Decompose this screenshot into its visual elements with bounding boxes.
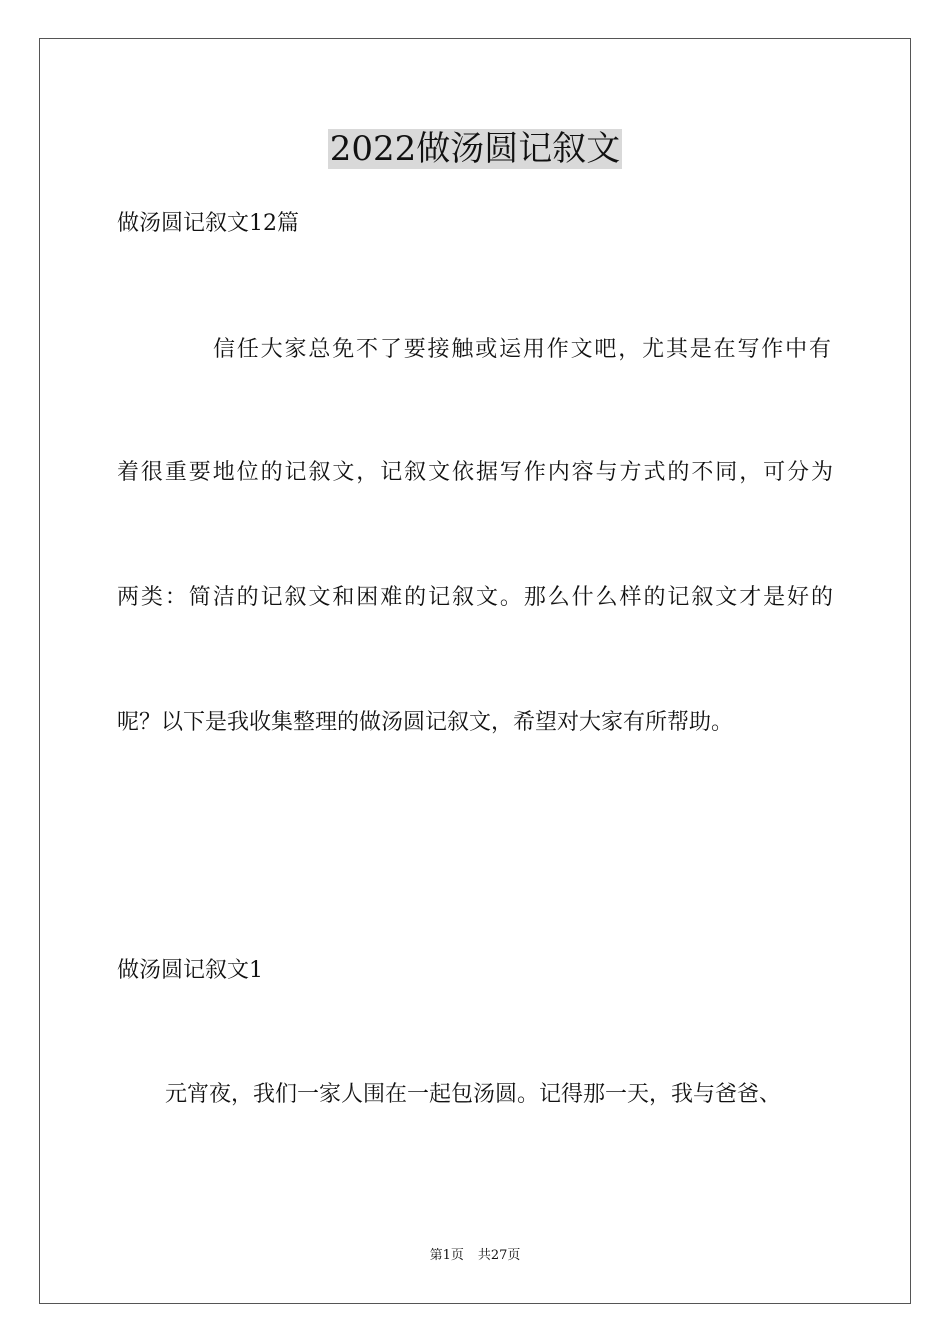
intro-line-4: 呢？以下是我收集整理的做汤圆记叙文，希望对大家有所帮助。 [117, 710, 734, 735]
document-title [0, 124, 950, 174]
section-line-1: 元宵夜，我们一家人围在一起包汤圆。记得那一天，我与爸爸、 [165, 1082, 782, 1107]
document-subtitle: 做汤圆记叙文12篇 [117, 211, 299, 236]
page-number: 第1页 [429, 1248, 464, 1263]
intro-line-3: 两类：简洁的记叙文和困难的记叙文。那么什么样的记叙文才是好的 [117, 585, 833, 610]
document-title-text: 2022做汤圆记叙文 [329, 129, 621, 169]
page-footer [0, 1246, 950, 1266]
page-total: 共27页 [477, 1248, 521, 1263]
section-heading: 做汤圆记叙文1 [117, 958, 263, 983]
intro-line-1: 信任大家总免不了要接触或运用作文吧，尤其是在写作中有 [213, 337, 831, 362]
intro-line-2: 着很重要地位的记叙文，记叙文依据写作内容与方式的不同，可分为 [117, 460, 833, 485]
